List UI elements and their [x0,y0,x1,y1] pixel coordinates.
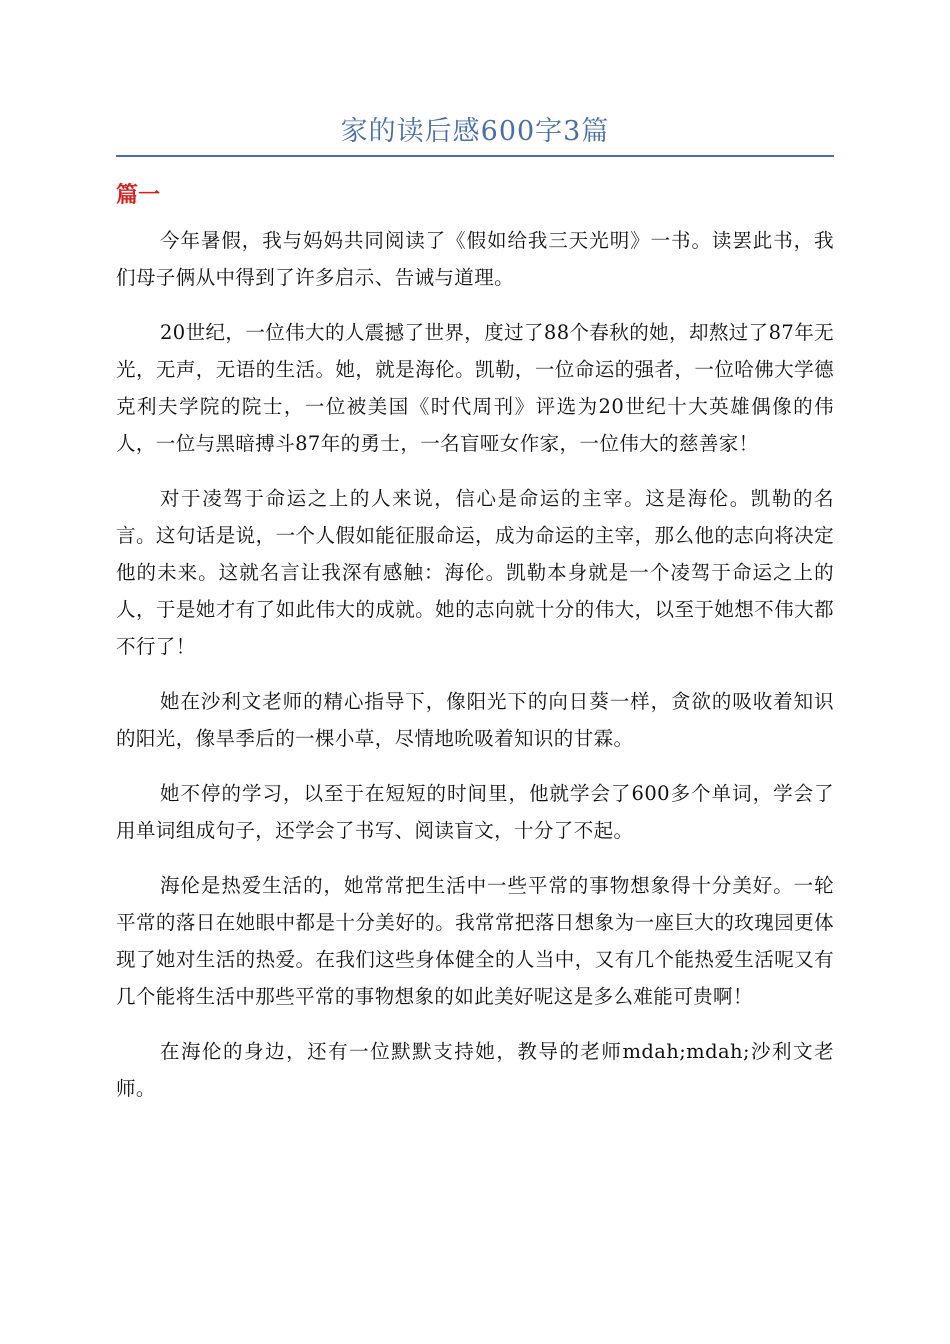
title-underline [116,155,834,157]
paragraph: 海伦是热爱生活的，她常常把生活中一些平常的事物想象得十分美好。一轮平常的落日在她眼中都是十分美好的。我常常把落日想象为一座巨大的玫瑰园更体现了她对生活的热爱。在我们这些身体健全的人当中，又有几个能热爱生活呢又有几个能将生活中那些平常的事物想象的如此美好呢这是多么难能可贵啊！ [116,874,834,1008]
document-title: 家的读后感600字3篇 [340,116,610,147]
section-heading: 篇一 [116,183,161,208]
paragraph: 她在沙利文老师的精心指导下，像阳光下的向日葵一样，贪欲的吸收着知识的阳光，像旱季后的一棵小草，尽情地吮吸着知识的甘霖。 [116,690,834,750]
paragraph: 20世纪，一位伟大的人震撼了世界，度过了88个春秋的她，却熬过了87年无光，无声，无语的生活。她，就是海伦。凯勒，一位命运的强者，一位哈佛大学德克利夫学院的院士，一位被美国《时代周刊》评选为20世纪十大英雄偶像的伟人，一位与黑暗搏斗87年的勇士，一名盲哑女作家，一位伟大的慈善家！ [116,321,834,455]
essay-body [116,222,834,1125]
paragraph: 对于凌驾于命运之上的人来说，信心是命运的主宰。这是海伦。凯勒的名言。这句话是说，一个人假如能征服命运，成为命运的主宰，那么他的志向将决定他的未来。这就名言让我深有感触：海伦。凯勒本身就是一个凌驾于命运之上的人，于是她才有了如此伟大的成就。她的志向就十分的伟大，以至于她想不伟大都不行了！ [116,487,834,658]
paragraph: 今年暑假，我与妈妈共同阅读了《假如给我三天光明》一书。读罢此书，我们母子俩从中得到了许多启示、告诫与道理。 [116,229,834,289]
paragraph: 在海伦的身边，还有一位默默支持她，教导的老师mdah;mdah;沙利文老师。 [116,1040,834,1100]
paragraph: 她不停的学习，以至于在短短的时间里，他就学会了600多个单词，学会了用单词组成句子，还学会了书写、阅读盲文，十分了不起。 [116,782,834,842]
